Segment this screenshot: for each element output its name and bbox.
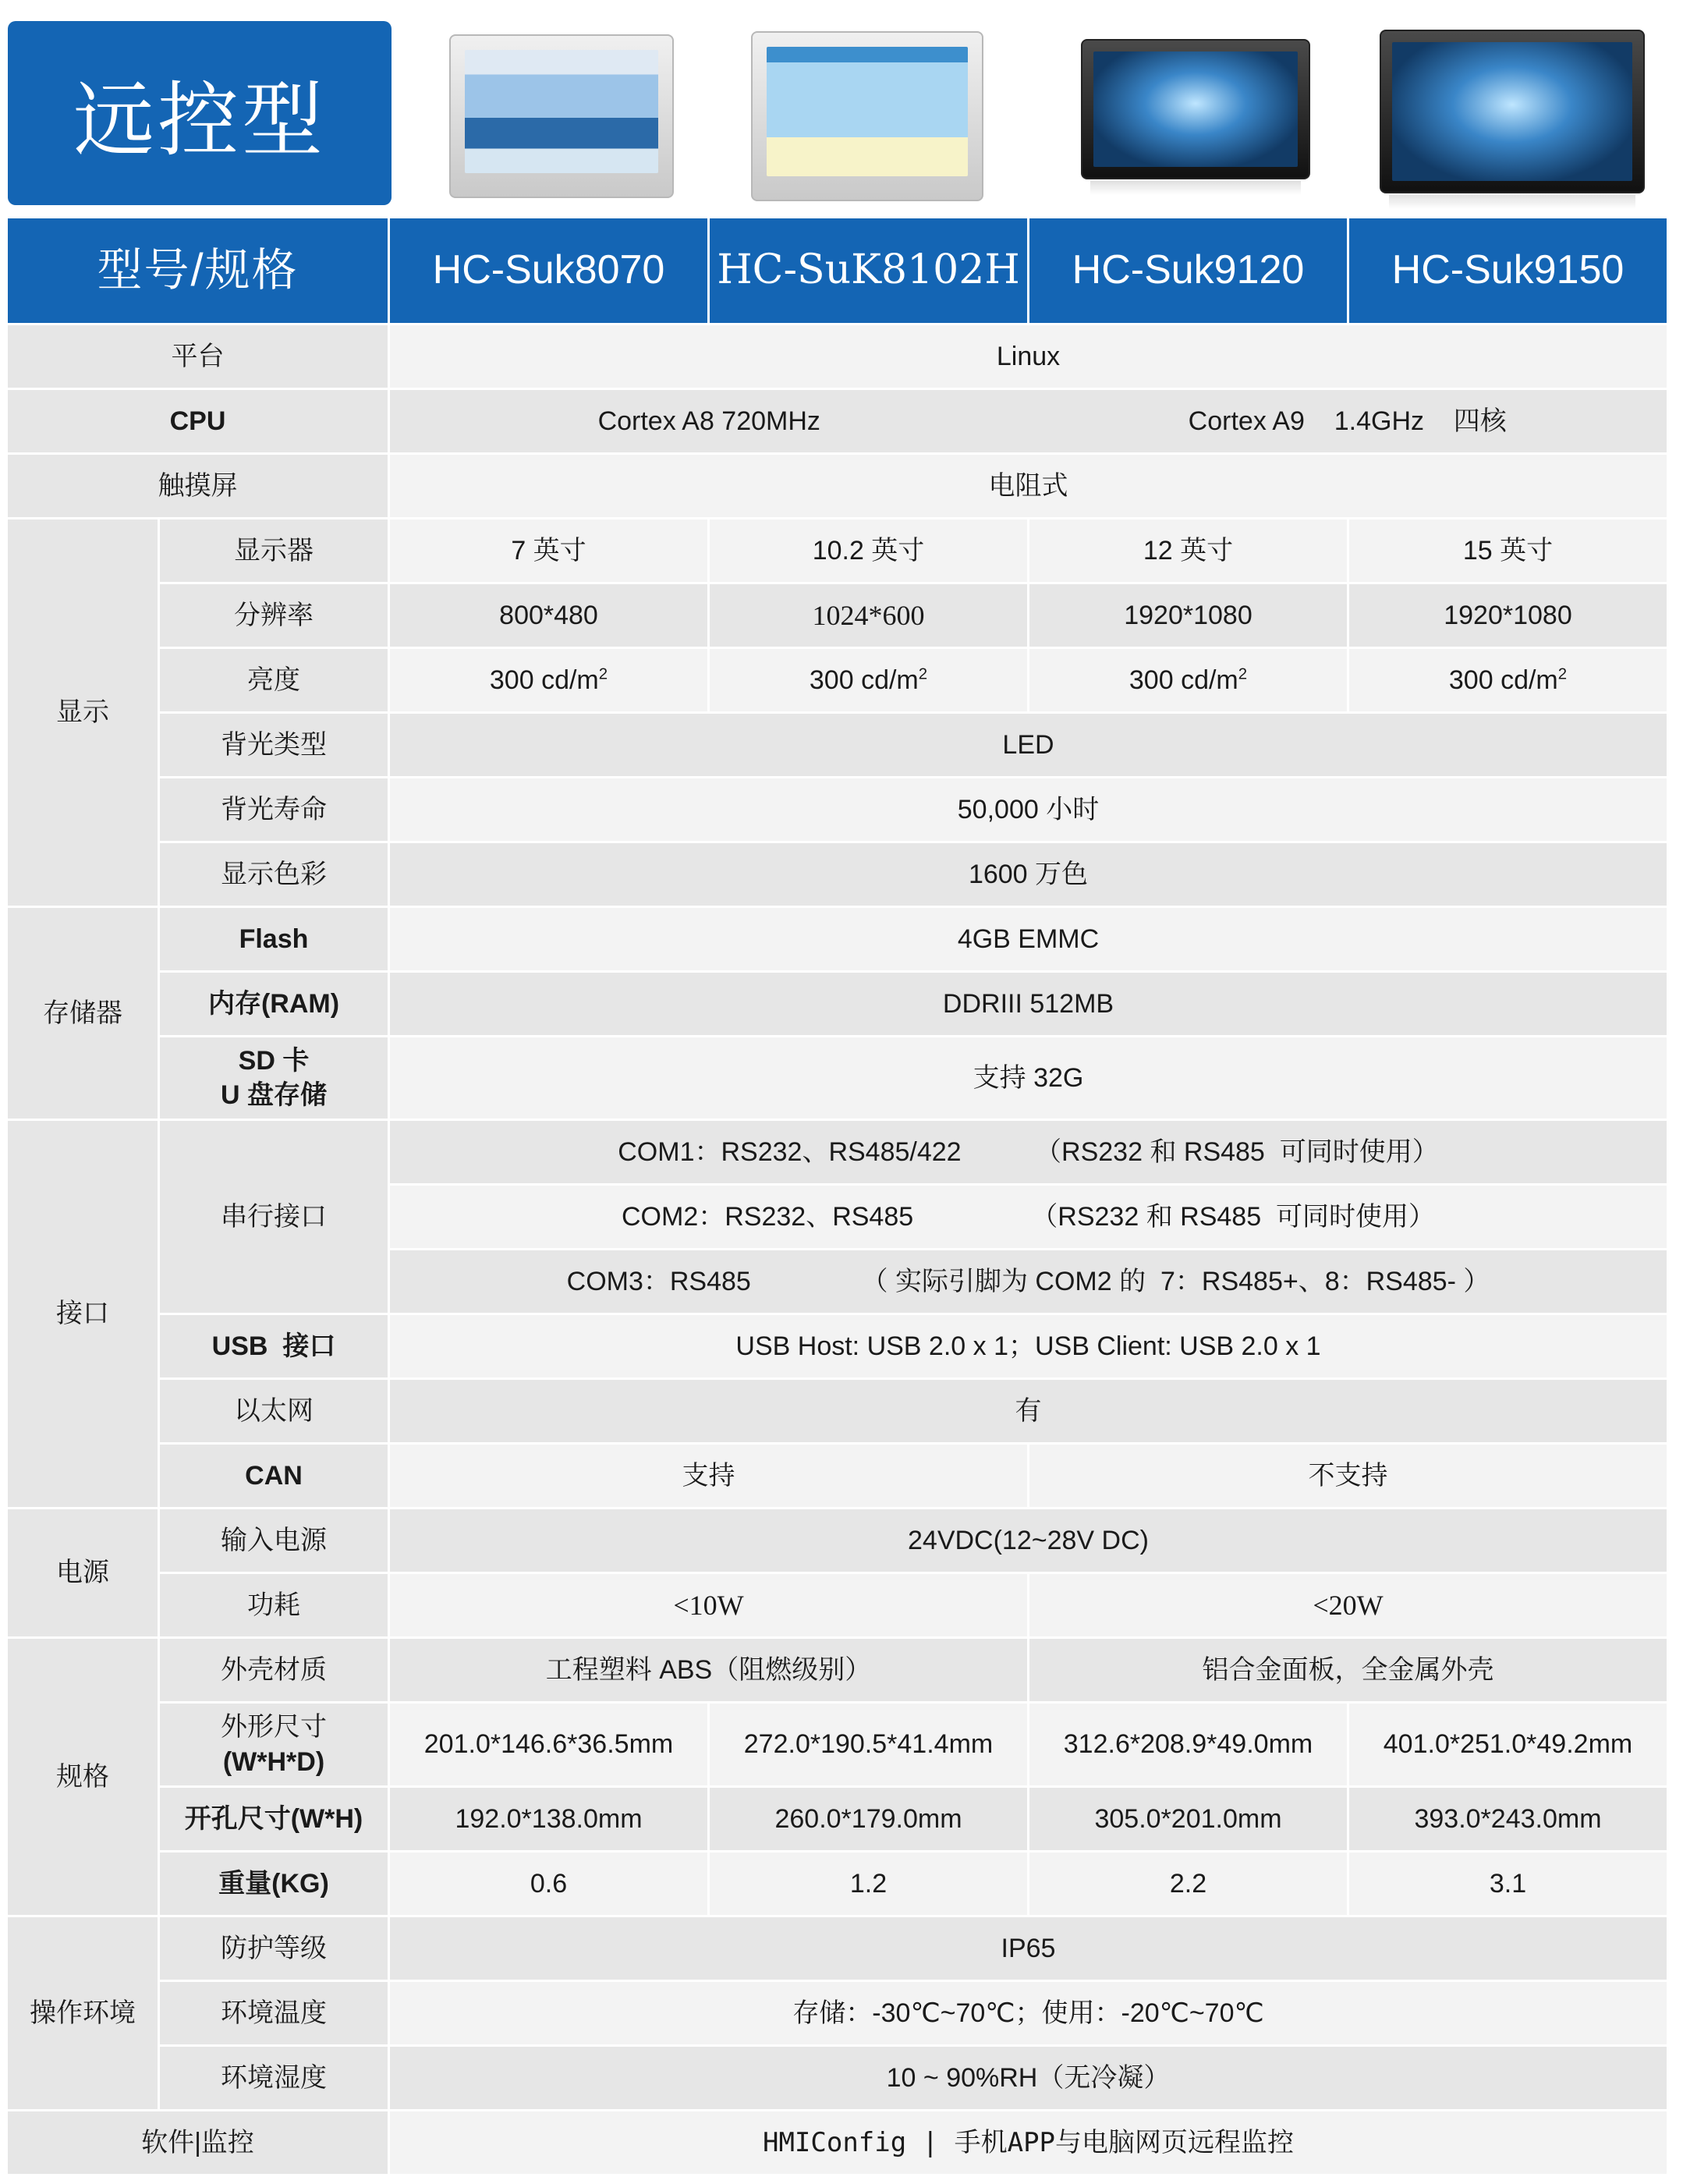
value-display-2: 10.2 英寸 [710, 519, 1029, 584]
group-power: 电源 [8, 1509, 160, 1639]
group-interface: 接口 [8, 1121, 160, 1509]
model-header-4: HC-Suk9150 [1349, 218, 1669, 325]
value-platform: Linux [390, 325, 1669, 390]
value-weight-1: 0.6 [390, 1852, 710, 1917]
device-image-3 [1076, 28, 1310, 204]
value-backlight-life: 50,000 小时 [390, 778, 1669, 843]
value-weight-4: 3.1 [1349, 1852, 1669, 1917]
row-label-flash: Flash [160, 908, 390, 973]
row-label-can: CAN [160, 1445, 390, 1509]
row-label-display: 显示器 [160, 519, 390, 584]
value-cutout-1: 192.0*138.0mm [390, 1788, 710, 1852]
row-label-ethernet: 以太网 [160, 1380, 390, 1445]
value-dimensions-1: 201.0*146.6*36.5mm [390, 1704, 710, 1788]
value-display-4: 15 英寸 [1349, 519, 1669, 584]
row-label-resolution: 分辨率 [160, 584, 390, 649]
value-resolution-2: 1024*600 [710, 584, 1029, 649]
value-brightness-1: 300 $cd/m^2$ [390, 649, 710, 714]
model-header-2: HC-SuK8102H [710, 218, 1029, 325]
row-label-platform: 平台 [8, 325, 390, 390]
value-protection: IP65 [390, 1917, 1669, 1982]
value-can-unsupported: 不支持 [1029, 1445, 1669, 1509]
row-label-consumption: 功耗 [160, 1574, 390, 1639]
value-colors: 1600 万色 [390, 843, 1669, 908]
value-resolution-4: 1920*1080 [1349, 584, 1669, 649]
value-display-1: 7 英寸 [390, 519, 710, 584]
value-backlight-type: LED [390, 714, 1669, 778]
value-serial-com2: COM2：RS232、RS485 （RS232 和 RS485 可同时使用） [390, 1186, 1669, 1250]
row-label-cpu: CPU [8, 390, 390, 455]
value-resolution-3: 1920*1080 [1029, 584, 1349, 649]
row-label-dimensions-line2: (W*H*D) [222, 1746, 325, 1777]
value-cutout-4: 393.0*243.0mm [1349, 1788, 1669, 1852]
row-label-weight: 重量(KG) [160, 1852, 390, 1917]
device-image-4 [1377, 28, 1649, 204]
row-label-serial: 串行接口 [160, 1121, 390, 1315]
value-temperature: 存储：-30℃~70℃；使用：-20℃~70℃ [390, 1982, 1669, 2047]
row-label-cutout: 开孔尺寸(W*H) [160, 1788, 390, 1852]
table-head-label: 型号/规格 [8, 218, 390, 325]
row-label-usb: USB 接口 [160, 1315, 390, 1380]
group-display: 显示 [8, 519, 160, 908]
value-resolution-1: 800*480 [390, 584, 710, 649]
row-label-sd [160, 1037, 390, 1121]
row-label-touch: 触摸屏 [8, 455, 390, 519]
value-touch: 电阻式 [390, 455, 1669, 519]
spec-table [8, 218, 1669, 2176]
value-input-power: 24VDC(12~28V DC) [390, 1509, 1669, 1574]
value-serial-com3: COM3：RS485 （ 实际引脚为 COM2 的 7：RS485+、8：RS485- ） [390, 1250, 1669, 1315]
model-header-1: HC-Suk8070 [390, 218, 710, 325]
row-label-dimensions-line1: 外形尺寸 [221, 1712, 327, 1743]
row-label-sd-line2: U 盘存储 [221, 1080, 327, 1110]
value-consumption-a: <10W [390, 1574, 1029, 1639]
value-brightness-4: 300 $cd/m^2$ [1349, 649, 1669, 714]
row-label-ram: 内存(RAM) [160, 973, 390, 1037]
value-weight-2: 1.2 [710, 1852, 1029, 1917]
value-serial-com1: COM1：RS232、RS485/422 （RS232 和 RS485 可同时使用） [390, 1121, 1669, 1186]
group-storage: 存储器 [8, 908, 160, 1121]
device-image-2 [745, 28, 979, 204]
value-sd: 支持 32G [390, 1037, 1669, 1121]
model-header-3: HC-Suk9120 [1029, 218, 1349, 325]
hmi-silver-panel-icon [449, 34, 674, 198]
hmi-silver-panel-icon [751, 31, 983, 201]
value-brightness-3: 300 $cd/m^2$ [1029, 649, 1349, 714]
value-humidity: 10 ~ 90%RH（无冷凝） [390, 2047, 1669, 2111]
value-housing-b: 铝合金面板，全金属外壳 [1029, 1639, 1669, 1704]
row-label-humidity: 环境湿度 [160, 2047, 390, 2111]
value-software: HMIConfig | 手机APP与电脑网页远程监控 [390, 2111, 1669, 2176]
row-label-backlight-life: 背光寿命 [160, 778, 390, 843]
row-label-sd-line1: SD 卡 [238, 1045, 310, 1076]
value-cpu [390, 390, 1669, 455]
value-display-3: 12 英寸 [1029, 519, 1349, 584]
value-usb: USB Host: USB 2.0 x 1；USB Client: USB 2.0 x 1 [390, 1315, 1669, 1380]
series-title: 远控型 [8, 21, 392, 205]
value-ram: DDRIII 512MB [390, 973, 1669, 1037]
hmi-black-panel-icon [1081, 39, 1310, 179]
group-environment: 操作环境 [8, 1917, 160, 2111]
value-brightness-2: 300 $cd/m^2$ [710, 649, 1029, 714]
value-dimensions-2: 272.0*190.5*41.4mm [710, 1704, 1029, 1788]
row-label-colors: 显示色彩 [160, 843, 390, 908]
value-ethernet: 有 [390, 1380, 1669, 1445]
device-image-1 [445, 28, 679, 204]
row-label-backlight-type: 背光类型 [160, 714, 390, 778]
group-spec: 规格 [8, 1639, 160, 1917]
row-label-brightness: 亮度 [160, 649, 390, 714]
value-can-supported: 支持 [390, 1445, 1029, 1509]
value-flash: 4GB EMMC [390, 908, 1669, 973]
row-label-input-power: 输入电源 [160, 1509, 390, 1574]
value-weight-3: 2.2 [1029, 1852, 1349, 1917]
value-cutout-2: 260.0*179.0mm [710, 1788, 1029, 1852]
row-label-temperature: 环境温度 [160, 1982, 390, 2047]
hmi-black-panel-icon [1380, 30, 1645, 193]
value-consumption-b: <20W [1029, 1574, 1669, 1639]
value-cpu-a9: Cortex A9 1.4GHz 四核 [1188, 406, 1507, 436]
row-label-protection: 防护等级 [160, 1917, 390, 1982]
value-cpu-a8: Cortex A8 720MHz [597, 406, 820, 436]
value-dimensions-3: 312.6*208.9*49.0mm [1029, 1704, 1349, 1788]
row-label-software: 软件|监控 [8, 2111, 390, 2176]
row-label-dimensions [160, 1704, 390, 1788]
value-housing-a: 工程塑料 ABS（阻燃级别） [390, 1639, 1029, 1704]
value-cutout-3: 305.0*201.0mm [1029, 1788, 1349, 1852]
value-dimensions-4: 401.0*251.0*49.2mm [1349, 1704, 1669, 1788]
row-label-housing: 外壳材质 [160, 1639, 390, 1704]
